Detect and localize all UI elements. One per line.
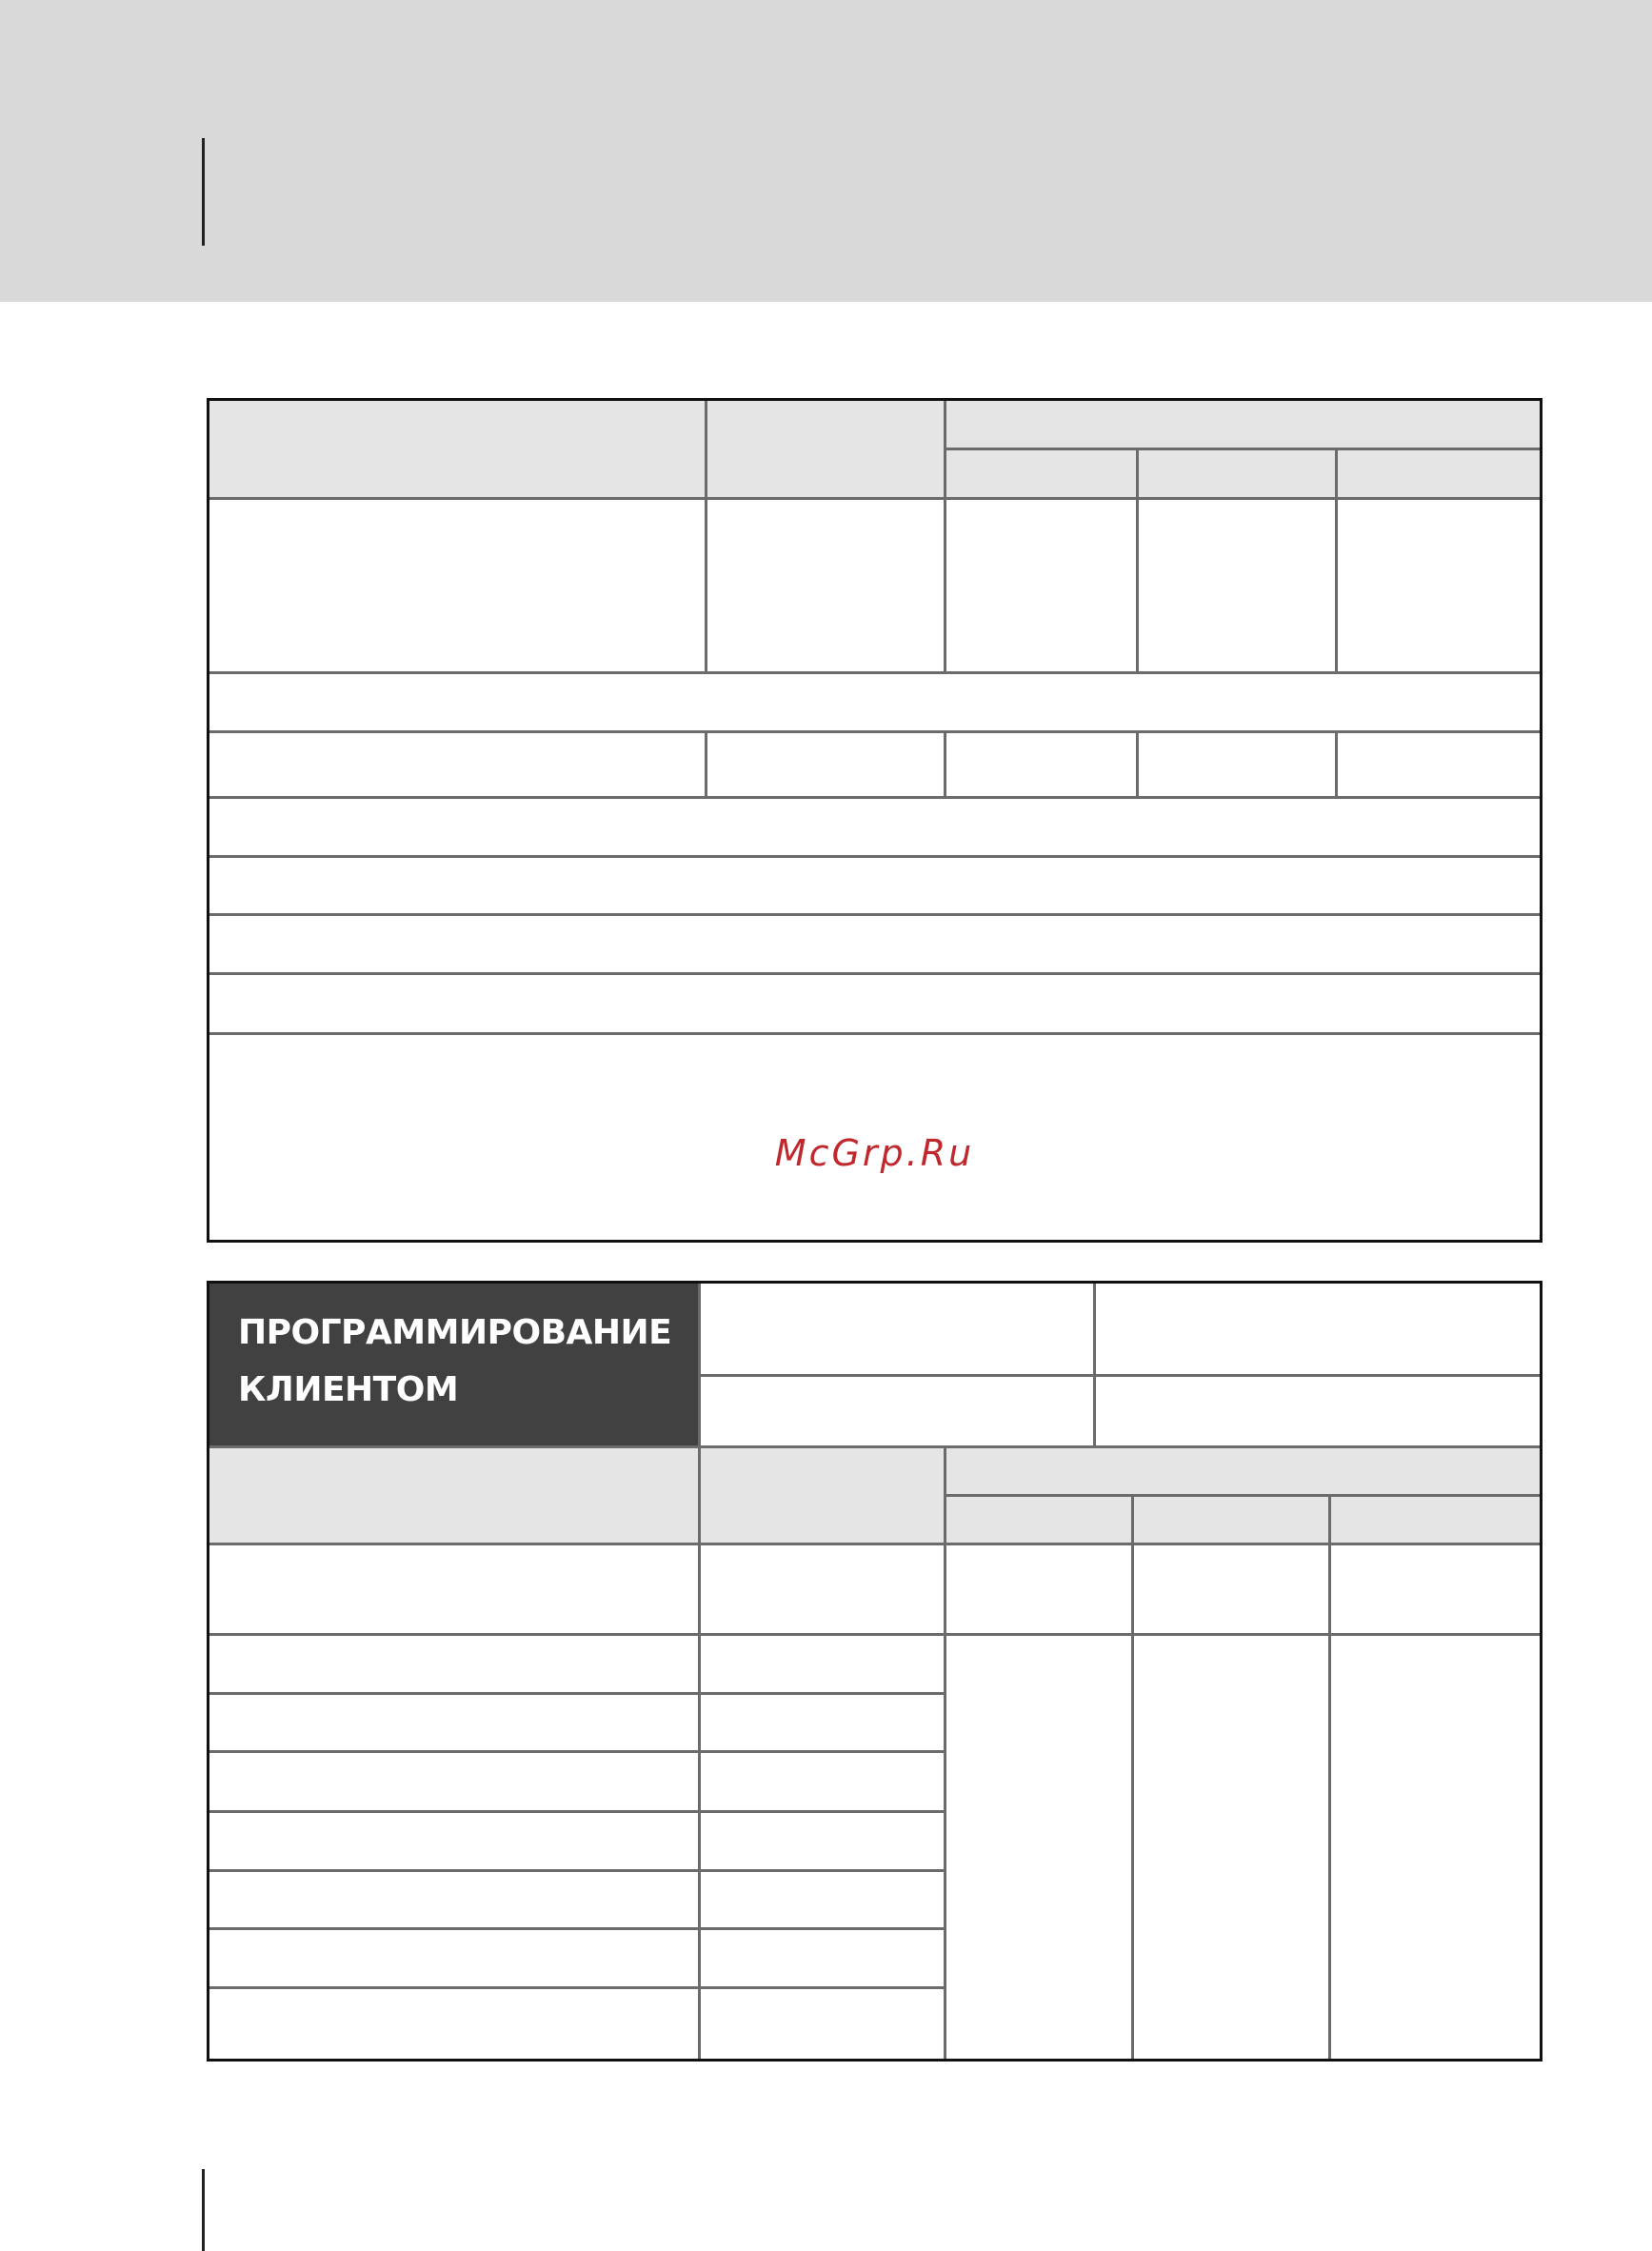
grid-line: [209, 497, 1540, 500]
grid-line: [209, 913, 1540, 916]
page-header-band: [0, 0, 1652, 302]
grid-line: [209, 1986, 945, 1989]
grid-line: [944, 401, 946, 673]
grid-line: [698, 1284, 701, 1447]
grid-line: [209, 1869, 945, 1872]
grid-line: [705, 731, 707, 798]
grid-line: [1328, 1495, 1331, 2059]
grid-line: [1335, 731, 1338, 798]
grid-line: [209, 1692, 945, 1695]
grid-line: [209, 1445, 1540, 1448]
grid-line: [1131, 1495, 1134, 2059]
grid-line: [705, 401, 707, 673]
grid-line: [209, 1750, 945, 1753]
title-line-2: КЛИЕНТОМ: [238, 1370, 459, 1409]
grid-line: [944, 731, 946, 798]
grid-line: [209, 1633, 1540, 1636]
grid-line: [209, 1810, 945, 1813]
grid-line: [944, 1447, 946, 2059]
grid-line: [209, 972, 1540, 975]
client-programming-table: [207, 1281, 1543, 2062]
title-line-1: ПРОГРАММИРОВАНИЕ: [238, 1313, 672, 1352]
grid-line: [209, 855, 1540, 858]
grid-line: [1136, 448, 1139, 673]
grid-line: [698, 1374, 1540, 1377]
upper-table: [207, 398, 1543, 1243]
grid-line: [209, 730, 1540, 733]
header-margin-rule: [202, 138, 205, 246]
grid-line: [209, 1032, 1540, 1035]
watermark-text: McGrp.Ru: [774, 1132, 975, 1174]
grid-line: [209, 1543, 1540, 1545]
grid-line: [209, 796, 1540, 799]
grid-line: [209, 671, 1540, 674]
grid-line: [945, 448, 1540, 450]
footer-margin-rule: [202, 2169, 205, 2251]
client-programming-title: [238, 1305, 671, 1419]
grid-line: [1093, 1284, 1096, 1447]
client-programming-title-box: [209, 1284, 698, 1446]
grid-line: [1335, 448, 1338, 673]
grid-line: [1136, 731, 1139, 798]
grid-line: [945, 1494, 1540, 1497]
grid-line: [698, 1447, 701, 2059]
grid-line: [209, 1927, 945, 1930]
